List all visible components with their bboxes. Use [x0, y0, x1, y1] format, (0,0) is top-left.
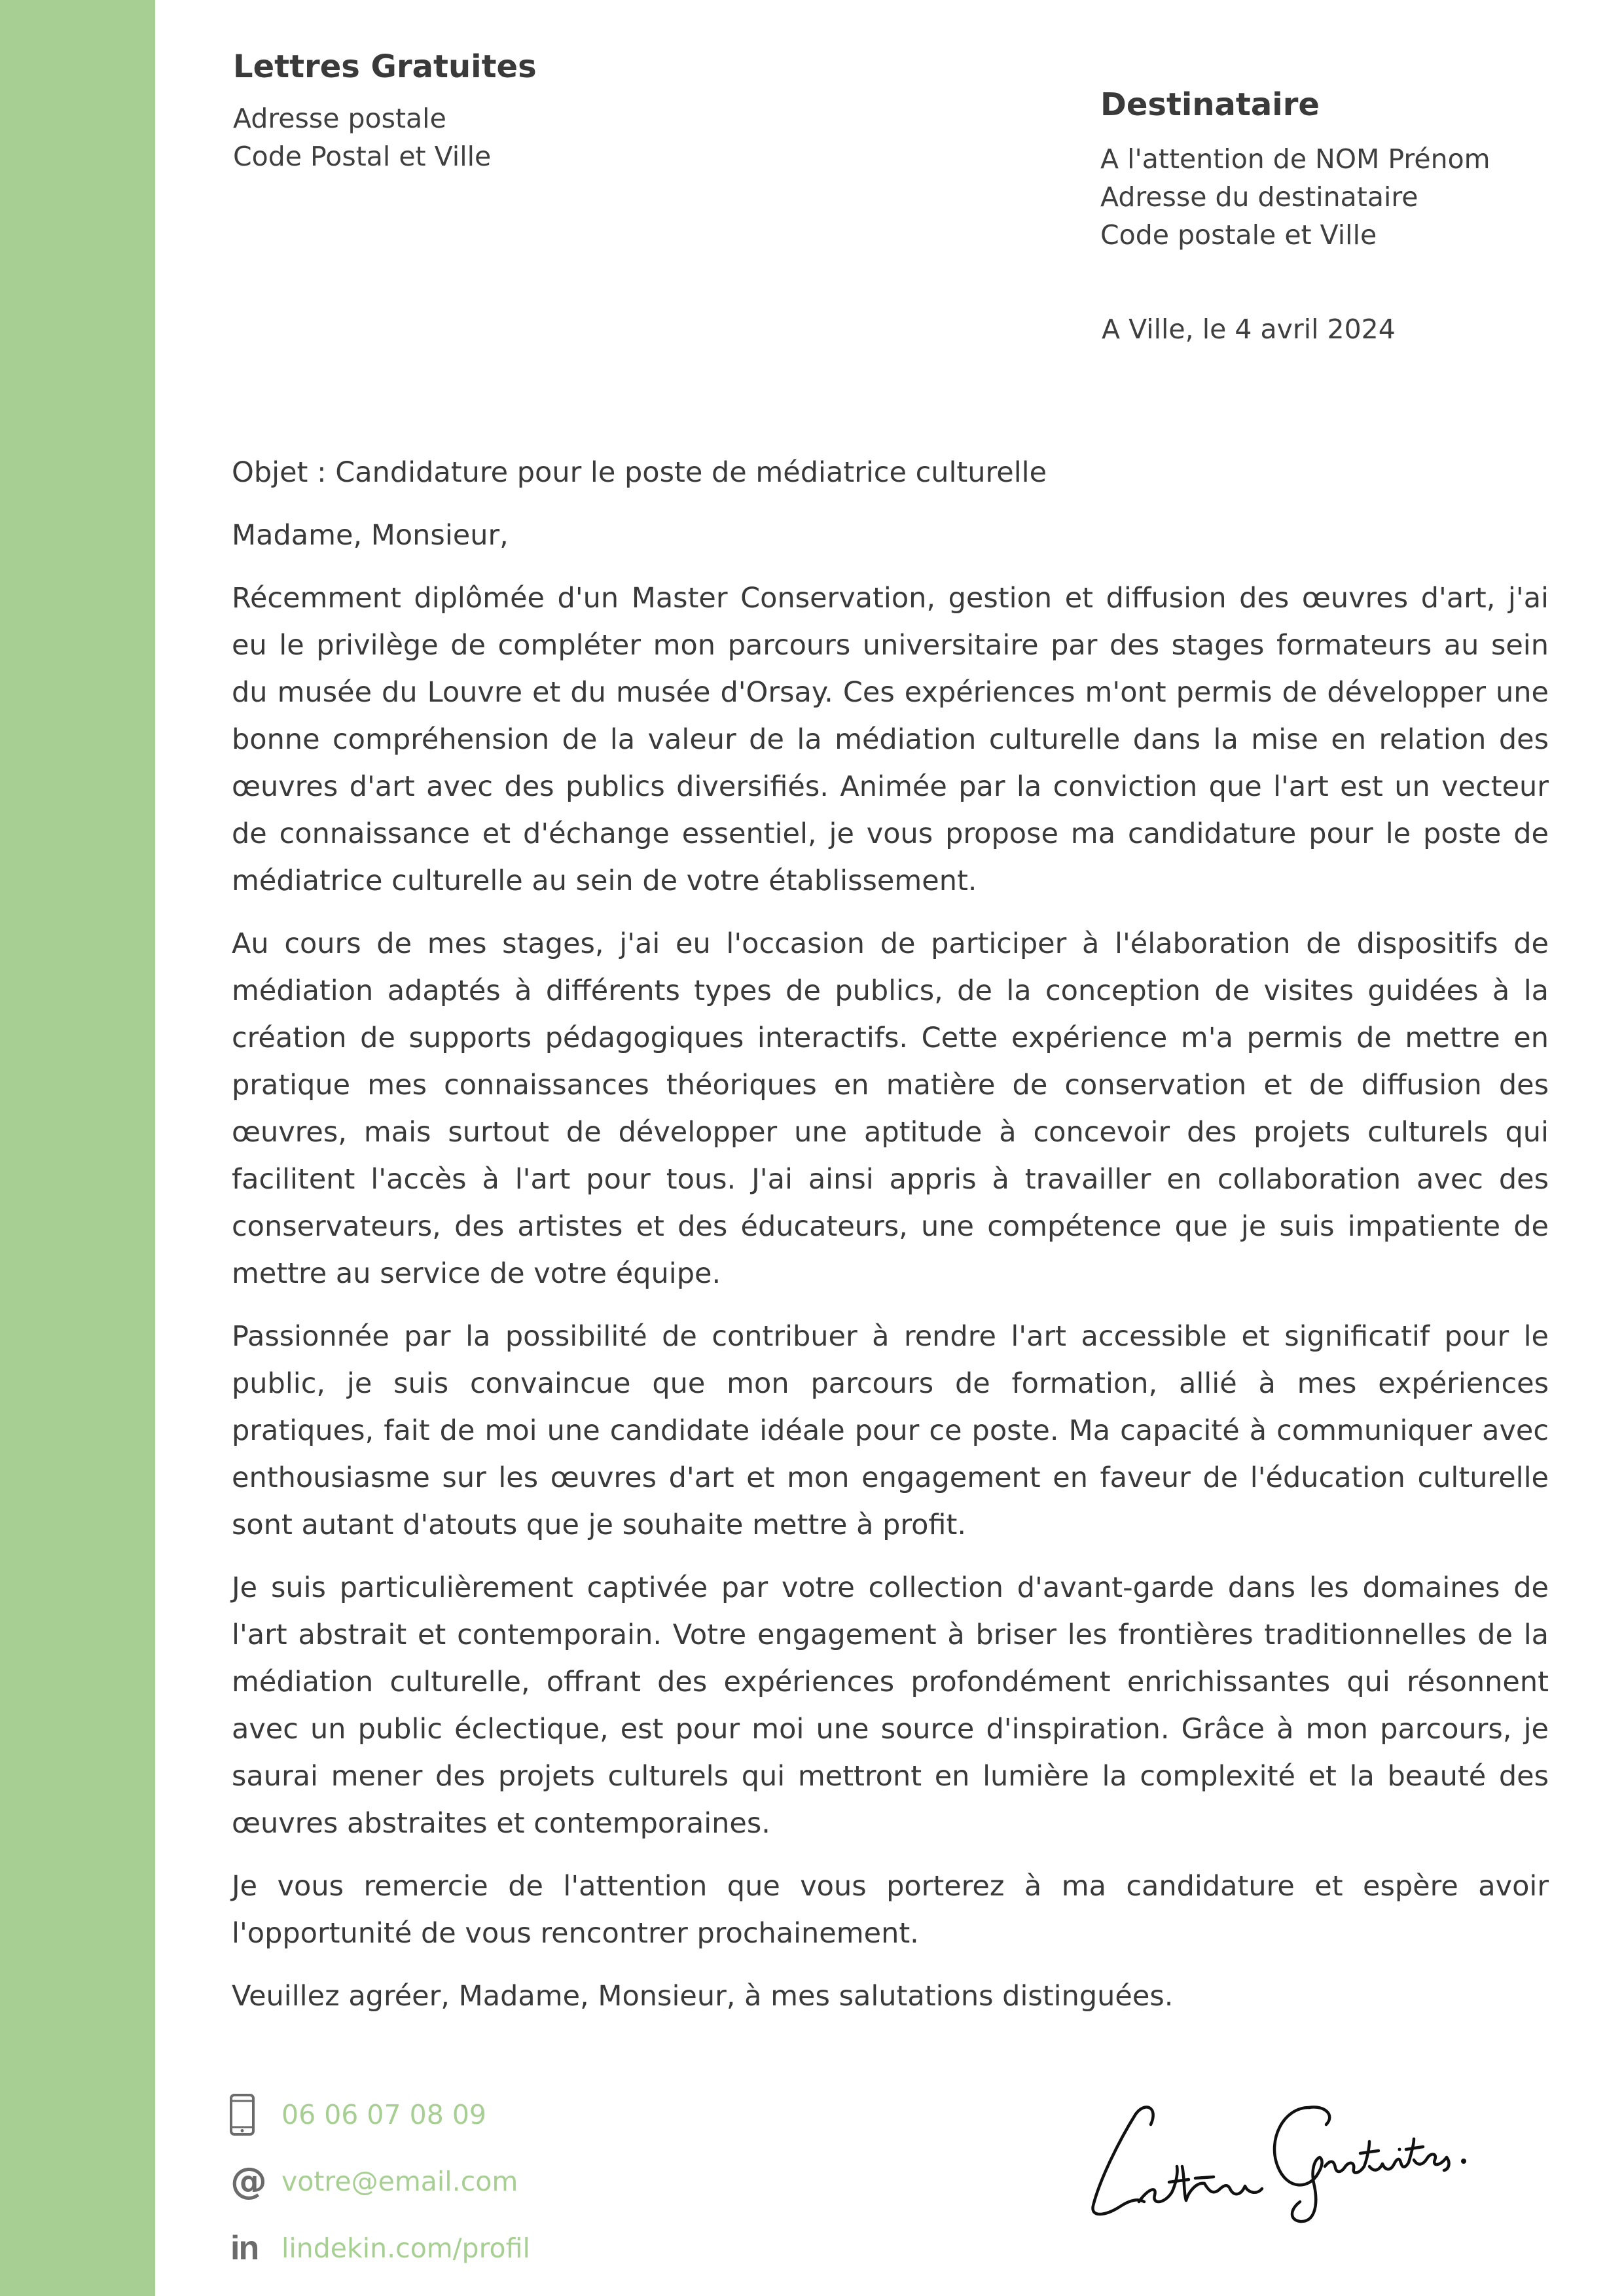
- letter-salutation: Madame, Monsieur,: [232, 519, 509, 552]
- recipient-block: [1100, 84, 1598, 254]
- letter-paragraph: Au cours de mes stages, j'ai eu l'occasion de participer à l'élaboration de dispositifs de médiation adaptés à différents types de publics, de la conception de visites guidées à la création de supports pédagogiques interactifs. Cette expérience m'a permis de mettre en pratique mes connaissances théoriques en matière de conservation et de diffusion des œuvres, mais surtout de développer une aptitude à concevoir des projets culturels qui facilitent l'accès à l'art pour tous. J'ai ainsi appris à travailler en collaboration avec des conservateurs, des artistes et des éducateurs, une compétence que je suis impatiente de mettre au service de votre équipe.: [232, 927, 1549, 1290]
- handwritten-signature: [1074, 2062, 1479, 2232]
- sender-address-line: Adresse postale: [233, 103, 446, 134]
- at-icon: @: [230, 2160, 267, 2202]
- letter-closing: Veuillez agréer, Madame, Monsieur, à mes salutations distinguées.: [232, 1980, 1174, 2013]
- letter-body: [232, 449, 1549, 2036]
- letter-date: A Ville, le 4 avril 2024: [1102, 314, 1396, 345]
- letter-paragraph: Je vous remercie de l'attention que vous porterez à ma candidature et espère avoir l'opportunité de vous rencontrer prochainement.: [232, 1870, 1549, 1950]
- recipient-address-line: Adresse du destinataire: [1100, 181, 1418, 213]
- contact-phone[interactable]: 06 06 07 08 09: [281, 2099, 486, 2130]
- letter-paragraph: Passionnée par la possibilité de contribuer à rendre l'art accessible et significatif pour le public, je suis convaincue que mon parcours de formation, allié à mes expériences pratiques, fait de moi une candidate idéale pour ce poste. Ma capacité à communiquer avec enthousiasme sur les œuvres d'art et mon engagement en faveur de l'éducation culturelle sont autant d'atouts que je souhaite mettre à profit.: [232, 1320, 1549, 1541]
- sender-name: Lettres Gratuites: [233, 48, 537, 85]
- letter-paragraph: Récemment diplômée d'un Master Conservation, gestion et diffusion des œuvres d'art, j'ai eu le privilège de compléter mon parcours universitaire par des stages formateurs au sein du musée du Louvre et du musée d'Orsay. Ces expériences m'ont permis de développer une bonne compréhension de la valeur de la médiation culturelle dans la mise en relation des œuvres d'art avec des publics diversifiés. Animée par la conviction que l'art est un vecteur de connaissance et d'échange essentiel, je vous propose ma candidature pour le poste de médiatrice culturelle au sein de votre établissement.: [232, 582, 1549, 897]
- contact-phone-row: [229, 2081, 818, 2148]
- recipient-title: Destinataire: [1100, 86, 1320, 123]
- recipient-attention-line: A l'attention de NOM Prénom: [1100, 143, 1490, 175]
- contact-linkedin-row: [229, 2215, 818, 2282]
- sender-block: [233, 46, 822, 175]
- contact-email-row: [229, 2148, 818, 2215]
- side-accent-band: [0, 0, 155, 2296]
- letter-paragraph: Je suis particulièrement captivée par votre collection d'avant-garde dans les domaines de l'art abstrait et contemporain. Votre engagement à briser les frontières traditionnelles de la médiation culturelle, offrant des expériences profondément enrichissantes qui résonnent avec un public éclectique, est pour moi une source d'inspiration. Grâce à mon parcours, je saurai mener des projets culturels qui mettront en lumière la complexité et la beauté des œuvres abstraites et contemporaines.: [232, 1571, 1549, 1840]
- contact-email[interactable]: votre@email.com: [281, 2166, 518, 2197]
- contact-block: [229, 2081, 818, 2282]
- recipient-postal-line: Code postale et Ville: [1100, 219, 1377, 251]
- contact-linkedin[interactable]: lindekin.com/profil: [281, 2233, 530, 2264]
- sender-postal-line: Code Postal et Ville: [233, 141, 492, 172]
- linkedin-icon: in: [230, 2229, 259, 2267]
- letter-subject: Objet : Candidature pour le poste de médiatrice culturelle: [232, 456, 1047, 489]
- phone-icon: [229, 2093, 281, 2136]
